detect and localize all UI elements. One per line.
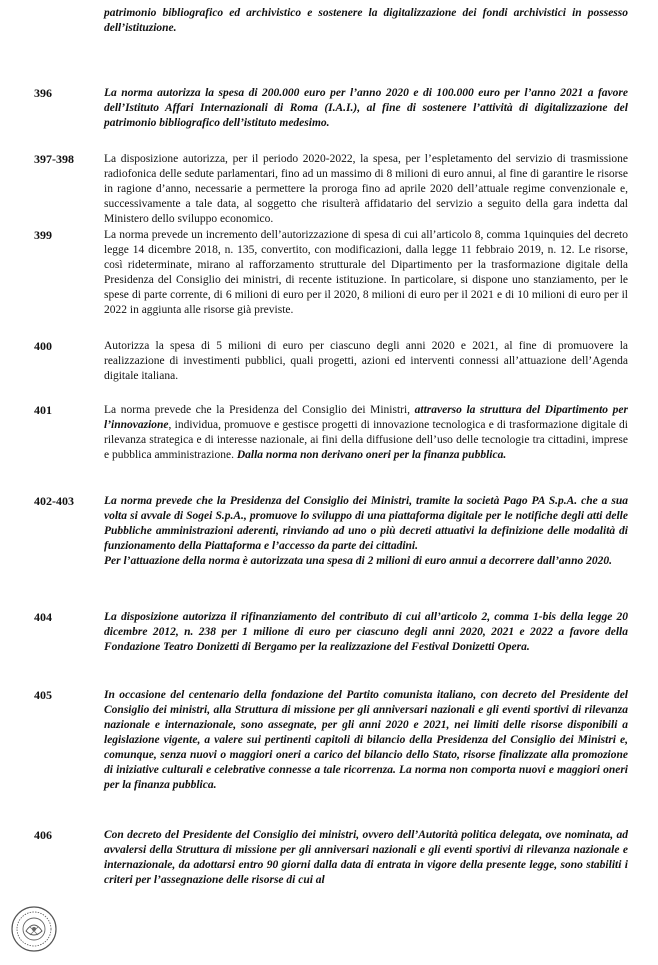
entry-text: La norma prevede un incremento dell’autorizzazione di spesa di cui all’articolo 8, comma 1quinquies del decreto legge 14 dicembre 2018, n. 135, convertito, con modificazioni, dalla legge 11 febbraio 2019, n. 12. Le risorse, così rideterminate, mirano al rafforzamento strutturale del Dipartimento per la trasformazione digitale della Presidenza del Consiglio dei ministri, di recente istituzione. In particolare, si dispone uno stanziamento, per le spese di parte corrente, di 6 milioni di euro per il 2020, 8 milioni di euro per il 2021 e di 10 milioni di euro per il 2022 in aggiunta alle risorse già previste. <box>104 229 628 316</box>
entry-number: 396 <box>34 86 52 100</box>
entry-number: 405 <box>34 688 52 702</box>
entry-text: La disposizione autorizza il rifinanziamento del contributo di cui all’articolo 2, comma 1-bis della legge 20 dicembre 2012, n. 238 per 1 milione di euro per ciascuno degli anni 2020, 2021 e 2022 a favore della Fondazione Teatro Donizetti di Bergamo per la realizzazione del Festival Donizetti Opera. <box>104 611 628 653</box>
entry-text-emphasis: attraverso la struttura del Dipartimento per l’innovazione <box>104 404 628 431</box>
entry-number: 400 <box>34 339 52 353</box>
entry-number: 402-403 <box>34 494 74 508</box>
entry-text: La disposizione autorizza, per il periodo 2020-2022, la spesa, per l’espletamento del servizio di trasmissione radiofonica delle sedute parlamentari, fino ad un massimo di 8 milioni di euro annui, al fine di garantire le risorse in ragione d’anno, necessarie a permettere la proroga fino ad aprile 2020 dell’attuale regime convenzionale e, successivamente a tale data, al soggetto che risulterà affidatario del servizio a seguito della gara indetta dal Ministero dello sviluppo economico. <box>104 153 628 225</box>
entry-paragraph: La norma prevede che la Presidenza del Consiglio dei Ministri, tramite la società Pago PA S.p.A. che a sua volta si avvale di Sogei S.p.A., promuove lo sviluppo di una piattaforma digitale per le notifiche degli atti delle Pubbliche amministrazioni aderenti, rinviando ad uno o più decreti attuativi la definizione delle modalità di funzionamento della Piattaforma e l’accesso da parte dei cittadini. <box>104 495 628 552</box>
entry-text: Con decreto del Presidente del Consiglio dei ministri, ovvero dell’Autorità politica delegata, ove nominata, ad avvalersi della Struttura di missione per gli anniversari nazionali e gli eventi sportivi di rilevanza nazionale e internazionale, da adottarsi entro 90 giorni dalla data di entrata in vigore della presente legge, sono stabiliti i criteri per l’assegnazione delle risorse di cui al <box>104 829 628 886</box>
entry-number: 406 <box>34 828 52 842</box>
entry-text <box>104 403 628 463</box>
entry-text-part: , individua, promuove e gestisce progetti di innovazione tecnologica e di trasformazione digitale di rilevanza strategica e di interesse nazionale, ai fini della diffusione dell’uso delle tecnologie tra cittadini, imprese e pubblica amministrazione. <box>104 419 628 461</box>
entry-text-part: La norma prevede che la Presidenza del Consiglio dei Ministri, <box>104 404 415 416</box>
official-seal-icon <box>10 905 58 953</box>
entry-text: La norma autorizza la spesa di 200.000 euro per l’anno 2020 e di 100.000 euro per l’anno 2021 a favore dell’Istituto Affari Internazionali di Roma (I.A.I.), al fine di sostenere l’attività di digitalizzazione del patrimonio bibliografico dell’istituto medesimo. <box>104 87 628 129</box>
entry-text: patrimonio bibliografico ed archivistico e sostenere la digitalizzazione dei fondi archivistici in possesso dell’istituzione. <box>104 7 628 34</box>
entry-number: 404 <box>34 610 52 624</box>
entry-text <box>104 494 628 569</box>
entry-number: 397-398 <box>34 152 74 166</box>
entry-paragraph: Per l’attuazione della norma è autorizzata una spesa di 2 milioni di euro annui a decorrere dall’anno 2020. <box>104 555 612 567</box>
entry-text: In occasione del centenario della fondazione del Partito comunista italiano, con decreto del Presidente del Consiglio dei ministri, alla Struttura di missione per gli anniversari nazionali e gli eventi sportivi di rilevanza nazionale e internazionale, sono assegnate, per gli anni 2020 e 2021, nei limiti delle risorse disponibili a legislazione vigente, a valere sui pertinenti capitoli di bilancio della Presidenza del Consiglio dei Ministri e, comunque, senza nuovi o maggiori oneri a carico del bilancio dello Stato, risorse finalizzate alla promozione di iniziative culturali e celebrative connesse a tale ricorrenza. La norma non comporta nuovi e maggiori oneri per la finanza pubblica. <box>104 689 628 791</box>
entry-text-emphasis: Dalla norma non derivano oneri per la finanza pubblica. <box>236 449 507 461</box>
entry-number: 401 <box>34 403 52 417</box>
entry-text: Autorizza la spesa di 5 milioni di euro per ciascuno degli anni 2020 e 2021, al fine di promuovere la realizzazione di investimenti pubblici, quali progetti, azioni ed interventi connessi all’attuazione dell’Agenda digitale italiana. <box>104 340 628 382</box>
entry-number: 399 <box>34 228 52 242</box>
